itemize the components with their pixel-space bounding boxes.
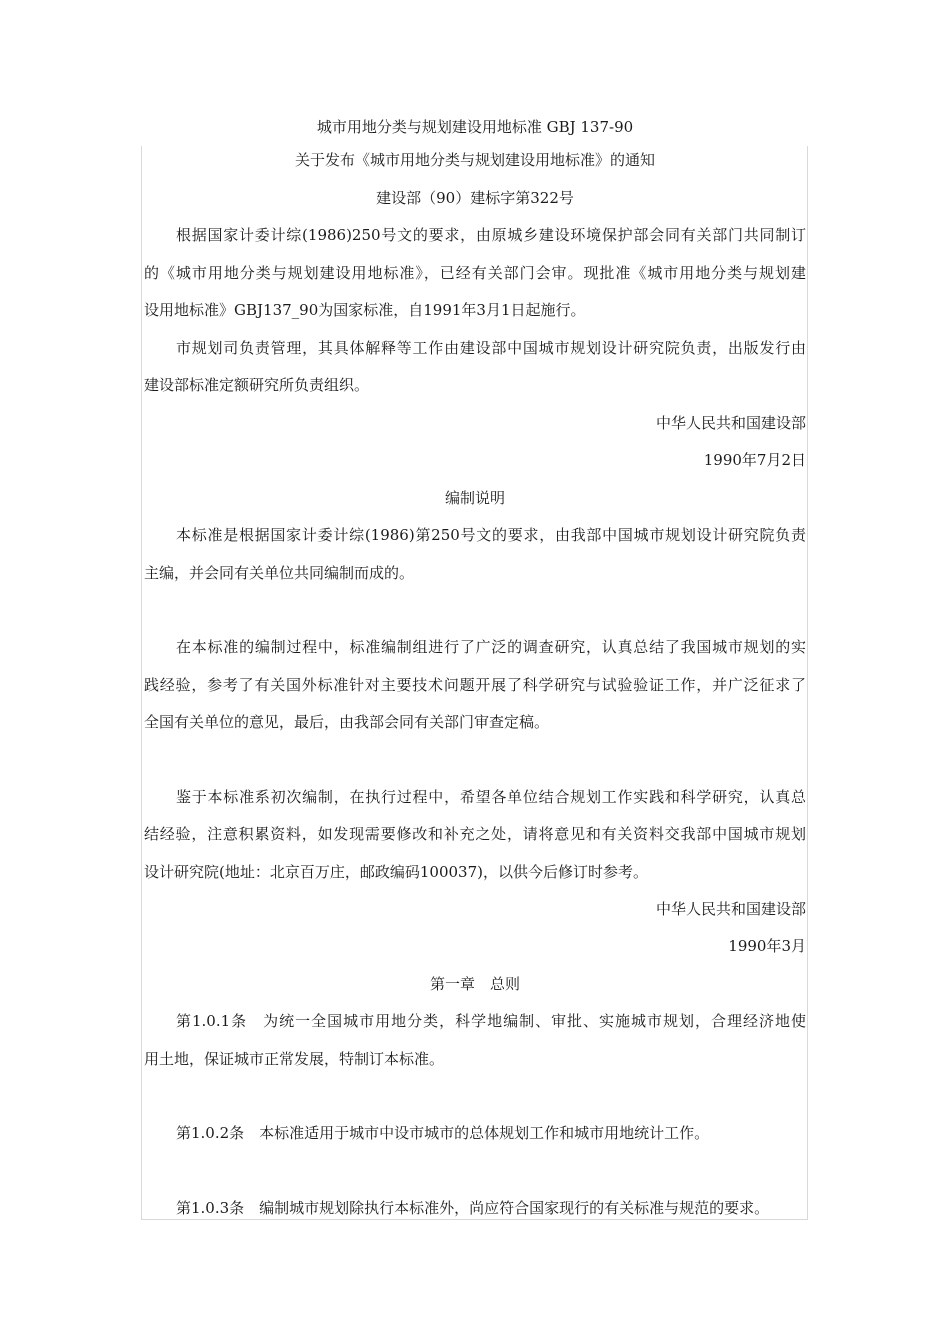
notice-doc-number: 建设部（90）建标字第322号 bbox=[376, 189, 574, 207]
explanation-para1-line2: 主编，并会同有关单位共同编制而成的。 bbox=[144, 564, 415, 582]
article-1-0-1-line2: 用土地，保证城市正常发展，特制订本标准。 bbox=[144, 1050, 445, 1068]
article-1-0-3: 第1.0.3条 编制城市规划除执行本标准外，尚应符合国家现行的有关标准与规范的要求。 bbox=[176, 1199, 770, 1217]
explanation-date: 1990年3月 bbox=[728, 937, 806, 955]
explanation-para2-line3: 全国有关单位的意见，最后，由我部会同有关部门审查定稿。 bbox=[144, 713, 550, 731]
document-title: 城市用地分类与规划建设用地标准 GBJ 137-90 bbox=[316, 118, 634, 136]
notice-signature: 中华人民共和国建设部 bbox=[655, 414, 806, 432]
article-1-0-2: 第1.0.2条 本标准适用于城市中设市城市的总体规划工作和城市用地统计工作。 bbox=[176, 1124, 710, 1142]
explanation-title: 编制说明 bbox=[444, 489, 505, 507]
explanation-para2-line1: 在本标准的编制过程中，标准编制组进行了广泛的调查研究，认真总结了我国城市规划的实 bbox=[176, 638, 806, 656]
notice-para2-line1: 市规划司负责管理，其具体解释等工作由建设部中国城市规划设计研究院负责，出版发行由 bbox=[176, 339, 806, 357]
notice-para2-line2: 建设部标准定额研究所负责组织。 bbox=[144, 376, 370, 394]
notice-para1-line1: 根据国家计委计综(1986)250号文的要求，由原城乡建设环境保护部会同有关部门共同制订 bbox=[176, 226, 806, 244]
notice-para1-line2: 的《城市用地分类与规划建设用地标准》，已经有关部门会审。现批准《城市用地分类与规划建 bbox=[144, 264, 806, 282]
notice-para1-line3: 设用地标准》GBJ137_90为国家标准，自1991年3月1日起施行。 bbox=[144, 301, 586, 319]
notice-title: 关于发布《城市用地分类与规划建设用地标准》的通知 bbox=[294, 151, 655, 169]
explanation-para3-line1: 鉴于本标准系初次编制，在执行过程中，希望各单位结合规划工作实践和科学研究，认真总 bbox=[176, 788, 806, 806]
explanation-para1-line1: 本标准是根据国家计委计综(1986)第250号文的要求，由我部中国城市规划设计研究院负责 bbox=[176, 526, 806, 544]
explanation-signature: 中华人民共和国建设部 bbox=[655, 900, 806, 918]
explanation-para3-line3: 设计研究院(地址：北京百万庄，邮政编码100037)，以供今后修订时参考。 bbox=[144, 863, 648, 881]
explanation-para2-line2: 践经验，参考了有关国外标准针对主要技术问题开展了科学研究与试验验证工作，并广泛征求了 bbox=[144, 676, 806, 694]
chapter1-title: 第一章 总则 bbox=[429, 975, 520, 993]
notice-date: 1990年7月2日 bbox=[703, 451, 806, 469]
article-1-0-1-line1: 第1.0.1条 为统一全国城市用地分类，科学地编制、审批、实施城市规划，合理经济地使 bbox=[176, 1012, 806, 1030]
explanation-para3-line2: 结经验，注意积累资料，如发现需要修改和补充之处，请将意见和有关资料交我部中国城市规划 bbox=[144, 825, 806, 843]
